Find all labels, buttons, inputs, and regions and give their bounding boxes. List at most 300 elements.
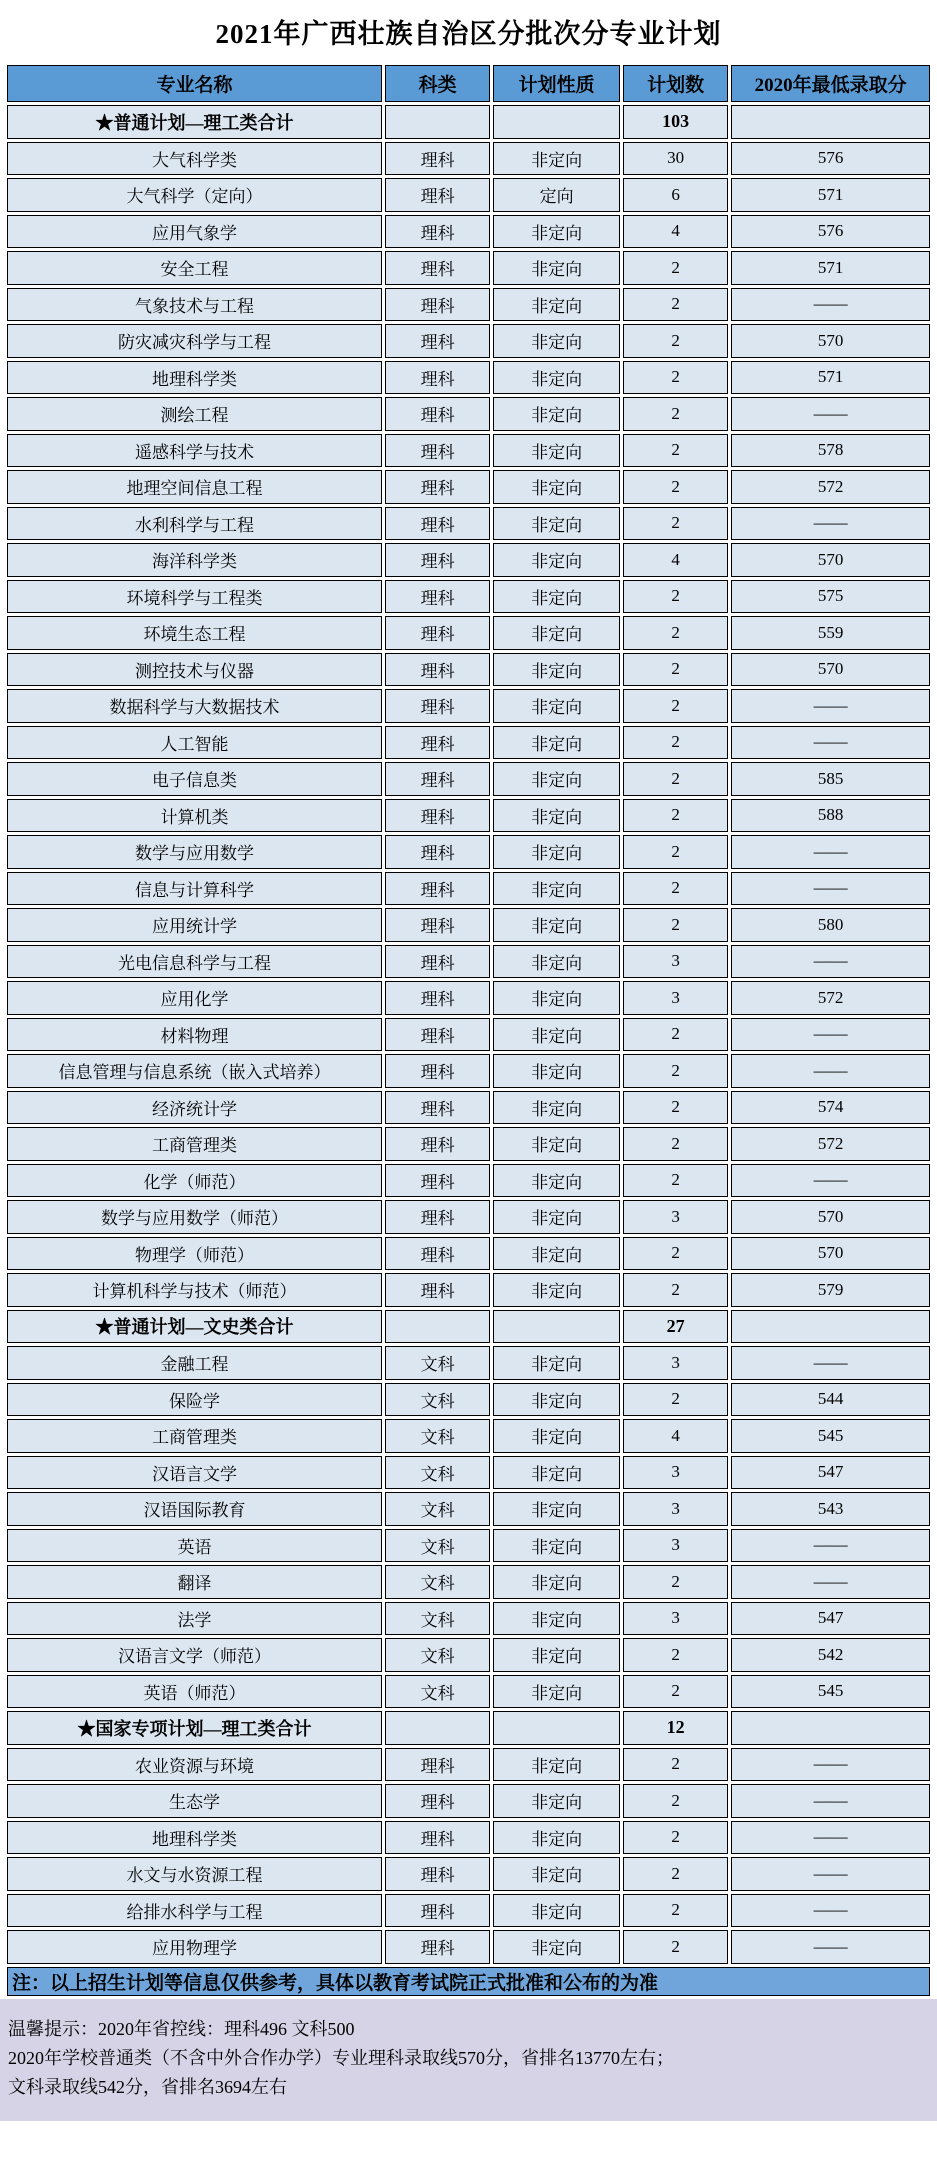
cell-nature: 非定向 [493,1054,620,1088]
cell-nature: 非定向 [493,1127,620,1161]
cell-name: 应用统计学 [7,908,382,942]
cell-nature: 非定向 [493,1200,620,1234]
cell-nature: 非定向 [493,1164,620,1198]
cell-subject: 文科 [385,1492,490,1526]
cell-score: 547 [731,1456,930,1490]
cell-score: —— [731,1565,930,1599]
cell-subject [385,1711,490,1745]
cell-name: 英语 [7,1529,382,1563]
cell-name: ★普通计划—理工类合计 [7,105,382,139]
cell-score: 547 [731,1602,930,1636]
cell-name: ★国家专项计划—理工类合计 [7,1711,382,1745]
cell-subject: 理科 [385,288,490,322]
table-row [7,1565,930,1599]
table-row [7,1675,930,1709]
table-row [7,1018,930,1052]
cell-subject: 理科 [385,1857,490,1891]
table-row [7,1091,930,1125]
cell-name: 人工智能 [7,726,382,760]
cell-name: 环境生态工程 [7,616,382,650]
cell-nature: 非定向 [493,1894,620,1928]
table-row [7,1054,930,1088]
cell-name: 给排水科学与工程 [7,1894,382,1928]
table-row [7,470,930,504]
cell-score: 543 [731,1492,930,1526]
cell-score [731,105,930,139]
cell-count: 2 [623,251,728,285]
cell-count: 2 [623,762,728,796]
table-row [7,1456,930,1490]
cell-nature: 非定向 [493,653,620,687]
cell-subject: 理科 [385,835,490,869]
cell-count: 2 [623,616,728,650]
cell-count: 2 [623,1748,728,1782]
table-row [7,1784,930,1818]
cell-score: —— [731,1018,930,1052]
cell-score: —— [731,1894,930,1928]
cell-subject: 理科 [385,1200,490,1234]
cell-name: 金融工程 [7,1346,382,1380]
cell-score: 588 [731,799,930,833]
column-header-nature: 计划性质 [493,65,620,102]
cell-score: 545 [731,1419,930,1453]
cell-subject: 文科 [385,1675,490,1709]
cell-nature: 非定向 [493,1492,620,1526]
cell-nature: 非定向 [493,1784,620,1818]
cell-subject: 理科 [385,507,490,541]
table-row [7,1638,930,1672]
cell-score: —— [731,1748,930,1782]
cell-subject: 理科 [385,142,490,176]
cell-count: 2 [623,1857,728,1891]
cell-count: 3 [623,1346,728,1380]
column-header-subject: 科类 [385,65,490,102]
table-row [7,288,930,322]
cell-count: 12 [623,1711,728,1745]
table-row [7,1930,930,1964]
table-row [7,653,930,687]
table-row [7,1602,930,1636]
cell-nature: 非定向 [493,1821,620,1855]
cell-name: 海洋科学类 [7,543,382,577]
cell-count: 2 [623,1273,728,1307]
cell-nature: 非定向 [493,324,620,358]
cell-subject: 理科 [385,981,490,1015]
cell-score: 585 [731,762,930,796]
cell-subject: 文科 [385,1565,490,1599]
cell-name: 环境科学与工程类 [7,580,382,614]
cell-score: 576 [731,142,930,176]
cell-nature: 非定向 [493,288,620,322]
cell-count: 2 [623,361,728,395]
cell-score: 572 [731,1127,930,1161]
cell-nature: 非定向 [493,1529,620,1563]
cell-subject: 文科 [385,1383,490,1417]
cell-score: 545 [731,1675,930,1709]
table-row [7,1492,930,1526]
table-row [7,178,930,212]
cell-nature: 非定向 [493,1857,620,1891]
cell-count: 3 [623,1492,728,1526]
cell-nature: 非定向 [493,1638,620,1672]
cell-name: 汉语言文学 [7,1456,382,1490]
cell-count: 2 [623,470,728,504]
cell-nature: 非定向 [493,1565,620,1599]
cell-nature: 非定向 [493,215,620,249]
cell-subject: 理科 [385,470,490,504]
cell-count: 4 [623,1419,728,1453]
cell-nature: 非定向 [493,908,620,942]
cell-nature: 非定向 [493,1602,620,1636]
cell-score: 575 [731,580,930,614]
cell-nature: 非定向 [493,251,620,285]
cell-count: 3 [623,945,728,979]
cell-subject: 理科 [385,1894,490,1928]
cell-count: 2 [623,1894,728,1928]
cell-nature [493,105,620,139]
table-row [7,726,930,760]
note-row [7,1967,930,1996]
cell-score: 570 [731,1237,930,1271]
cell-count: 2 [623,1054,728,1088]
cell-count: 30 [623,142,728,176]
table-row [7,835,930,869]
cell-name: 应用物理学 [7,1930,382,1964]
cell-subject: 理科 [385,580,490,614]
cell-score: —— [731,945,930,979]
cell-name: 数据科学与大数据技术 [7,689,382,723]
cell-subject [385,1310,490,1344]
cell-score: 559 [731,616,930,650]
cell-score: —— [731,397,930,431]
cell-count: 2 [623,397,728,431]
cell-score [731,1711,930,1745]
cell-score: —— [731,1164,930,1198]
cell-name: 防灾减灾科学与工程 [7,324,382,358]
cell-name: 测控技术与仪器 [7,653,382,687]
cell-count: 3 [623,1602,728,1636]
column-header-score: 2020年最低录取分 [731,65,930,102]
cell-count: 2 [623,1638,728,1672]
cell-count: 2 [623,288,728,322]
cell-subject: 理科 [385,397,490,431]
cell-score: 570 [731,1200,930,1234]
cell-count: 2 [623,1821,728,1855]
table-row [7,1346,930,1380]
cell-count: 2 [623,653,728,687]
cell-name: 地理空间信息工程 [7,470,382,504]
cell-score: —— [731,1054,930,1088]
cell-count: 3 [623,981,728,1015]
cell-count: 2 [623,1164,728,1198]
cell-name: 汉语言文学（师范） [7,1638,382,1672]
cell-score: 570 [731,653,930,687]
cell-nature: 非定向 [493,689,620,723]
table-row [7,324,930,358]
cell-subject: 理科 [385,1784,490,1818]
cell-name: ★普通计划—文史类合计 [7,1310,382,1344]
cell-nature: 非定向 [493,1456,620,1490]
cell-nature: 非定向 [493,945,620,979]
footer [0,1999,937,2121]
table-row [7,580,930,614]
cell-score: —— [731,1529,930,1563]
table-row [7,142,930,176]
cell-score: —— [731,726,930,760]
table-row [7,945,930,979]
cell-subject: 理科 [385,1091,490,1125]
cell-score: —— [731,288,930,322]
cell-score: —— [731,1821,930,1855]
cell-score: 579 [731,1273,930,1307]
cell-subject: 文科 [385,1529,490,1563]
cell-subject: 理科 [385,726,490,760]
cell-subject: 理科 [385,689,490,723]
table-row [7,1383,930,1417]
cell-name: 信息管理与信息系统（嵌入式培养） [7,1054,382,1088]
cell-nature: 非定向 [493,762,620,796]
table-row [7,1200,930,1234]
cell-nature: 非定向 [493,1383,620,1417]
cell-score: 570 [731,543,930,577]
cell-score: 571 [731,178,930,212]
cell-name: 生态学 [7,1784,382,1818]
cell-name: 大气科学类 [7,142,382,176]
cell-nature: 非定向 [493,799,620,833]
table-row [7,1894,930,1928]
cell-count: 4 [623,543,728,577]
cell-count: 4 [623,215,728,249]
cell-nature: 非定向 [493,1237,620,1271]
cell-subject: 理科 [385,1018,490,1052]
cell-count: 2 [623,1784,728,1818]
cell-score: 578 [731,434,930,468]
cell-name: 材料物理 [7,1018,382,1052]
cell-subject: 理科 [385,616,490,650]
cell-count: 2 [623,726,728,760]
cell-name: 数学与应用数学（师范） [7,1200,382,1234]
cell-nature: 非定向 [493,1748,620,1782]
table-row [7,1164,930,1198]
cell-count: 2 [623,507,728,541]
cell-name: 应用气象学 [7,215,382,249]
table-row [7,689,930,723]
table-row [7,251,930,285]
cell-score: —— [731,689,930,723]
cell-count: 2 [623,1018,728,1052]
cell-count: 3 [623,1200,728,1234]
cell-subject: 文科 [385,1638,490,1672]
cell-count: 2 [623,1383,728,1417]
cell-subject: 理科 [385,434,490,468]
cell-nature: 非定向 [493,981,620,1015]
cell-subject: 理科 [385,1273,490,1307]
table-row [7,799,930,833]
cell-nature: 非定向 [493,1273,620,1307]
cell-score: —— [731,507,930,541]
cell-name: 工商管理类 [7,1419,382,1453]
cell-name: 经济统计学 [7,1091,382,1125]
cell-nature: 非定向 [493,397,620,431]
cell-score: 576 [731,215,930,249]
table-row [7,1237,930,1271]
cell-nature: 非定向 [493,470,620,504]
cell-count: 2 [623,1565,728,1599]
cell-name: 信息与计算科学 [7,872,382,906]
cell-nature: 非定向 [493,1018,620,1052]
cell-name: 电子信息类 [7,762,382,796]
table-body [7,105,930,1964]
cell-count: 2 [623,835,728,869]
table-row [7,1529,930,1563]
cell-subject: 理科 [385,1054,490,1088]
footer-line-arts-cutoff: 文科录取线542分，省排名3694左右 [8,2076,287,2097]
cell-subject: 文科 [385,1419,490,1453]
cell-score: 544 [731,1383,930,1417]
table-row [7,1419,930,1453]
cell-nature: 非定向 [493,726,620,760]
cell-nature: 非定向 [493,1419,620,1453]
cell-count: 2 [623,580,728,614]
cell-name: 安全工程 [7,251,382,285]
cell-subject: 理科 [385,1164,490,1198]
cell-score: —— [731,1784,930,1818]
column-header-major: 专业名称 [7,65,382,102]
cell-count: 2 [623,1930,728,1964]
cell-count: 2 [623,908,728,942]
cell-name: 计算机科学与技术（师范） [7,1273,382,1307]
cell-name: 翻译 [7,1565,382,1599]
table-row [7,1748,930,1782]
cell-name: 地理科学类 [7,1821,382,1855]
table-row [7,397,930,431]
cell-subject: 理科 [385,945,490,979]
cell-name: 遥感科学与技术 [7,434,382,468]
cell-name: 法学 [7,1602,382,1636]
cell-count: 103 [623,105,728,139]
cell-score [731,1310,930,1344]
cell-name: 农业资源与环境 [7,1748,382,1782]
cell-nature: 定向 [493,178,620,212]
column-header-count: 计划数 [623,65,728,102]
cell-subject: 文科 [385,1602,490,1636]
cell-name: 应用化学 [7,981,382,1015]
section-row [7,105,930,139]
table-row [7,543,930,577]
cell-name: 物理学（师范） [7,1237,382,1271]
cell-nature: 非定向 [493,507,620,541]
cell-nature: 非定向 [493,361,620,395]
cell-subject: 理科 [385,1237,490,1271]
cell-nature [493,1310,620,1344]
table-row [7,1821,930,1855]
cell-score: 574 [731,1091,930,1125]
cell-nature [493,1711,620,1745]
admission-plan-table [4,62,933,1999]
cell-count: 2 [623,1675,728,1709]
cell-name: 光电信息科学与工程 [7,945,382,979]
cell-score: —— [731,1346,930,1380]
cell-subject: 理科 [385,653,490,687]
cell-nature: 非定向 [493,872,620,906]
table-row [7,762,930,796]
table-row [7,981,930,1015]
cell-name: 英语（师范） [7,1675,382,1709]
cell-nature: 非定向 [493,1091,620,1125]
cell-count: 2 [623,872,728,906]
cell-nature: 非定向 [493,1675,620,1709]
cell-subject: 理科 [385,762,490,796]
cell-score: 572 [731,470,930,504]
cell-score: —— [731,872,930,906]
cell-subject: 文科 [385,1456,490,1490]
footer-line-science-cutoff: 2020年学校普通类（不含中外合作办学）专业理科录取线570分，省排名13770左右； [8,2047,674,2068]
cell-count: 2 [623,1091,728,1125]
table-row [7,872,930,906]
cell-subject: 理科 [385,1821,490,1855]
cell-count: 2 [623,434,728,468]
cell-subject: 理科 [385,1748,490,1782]
cell-score: —— [731,835,930,869]
cell-score: 571 [731,361,930,395]
cell-name: 大气科学（定向） [7,178,382,212]
cell-score: 542 [731,1638,930,1672]
cell-name: 水利科学与工程 [7,507,382,541]
cell-nature: 非定向 [493,543,620,577]
cell-subject: 理科 [385,215,490,249]
cell-subject: 理科 [385,1127,490,1161]
table-row [7,361,930,395]
cell-score: 580 [731,908,930,942]
table-row [7,1857,930,1891]
cell-count: 2 [623,689,728,723]
cell-score: 572 [731,981,930,1015]
cell-subject: 理科 [385,872,490,906]
cell-nature: 非定向 [493,580,620,614]
cell-name: 化学（师范） [7,1164,382,1198]
cell-name: 计算机类 [7,799,382,833]
section-row [7,1310,930,1344]
cell-count: 2 [623,1127,728,1161]
cell-name: 水文与水资源工程 [7,1857,382,1891]
table-row [7,507,930,541]
cell-subject: 理科 [385,908,490,942]
cell-count: 6 [623,178,728,212]
cell-subject: 理科 [385,543,490,577]
header-row [7,65,930,102]
cell-nature: 非定向 [493,1346,620,1380]
cell-name: 保险学 [7,1383,382,1417]
cell-name: 地理科学类 [7,361,382,395]
cell-subject: 理科 [385,324,490,358]
cell-score: —— [731,1857,930,1891]
cell-name: 测绘工程 [7,397,382,431]
cell-count: 2 [623,324,728,358]
table-row [7,1273,930,1307]
footer-line-province-cutoff: 温馨提示：2020年省控线：理科496 文科500 [8,2018,355,2039]
note-text: 注：以上招生计划等信息仅供参考，具体以教育考试院正式批准和公布的为准 [7,1967,930,1996]
cell-score: 571 [731,251,930,285]
cell-nature: 非定向 [493,1930,620,1964]
table-row [7,215,930,249]
table-row [7,616,930,650]
cell-count: 27 [623,1310,728,1344]
cell-score: 570 [731,324,930,358]
cell-subject: 文科 [385,1346,490,1380]
cell-count: 2 [623,1237,728,1271]
table-row [7,908,930,942]
cell-count: 3 [623,1456,728,1490]
